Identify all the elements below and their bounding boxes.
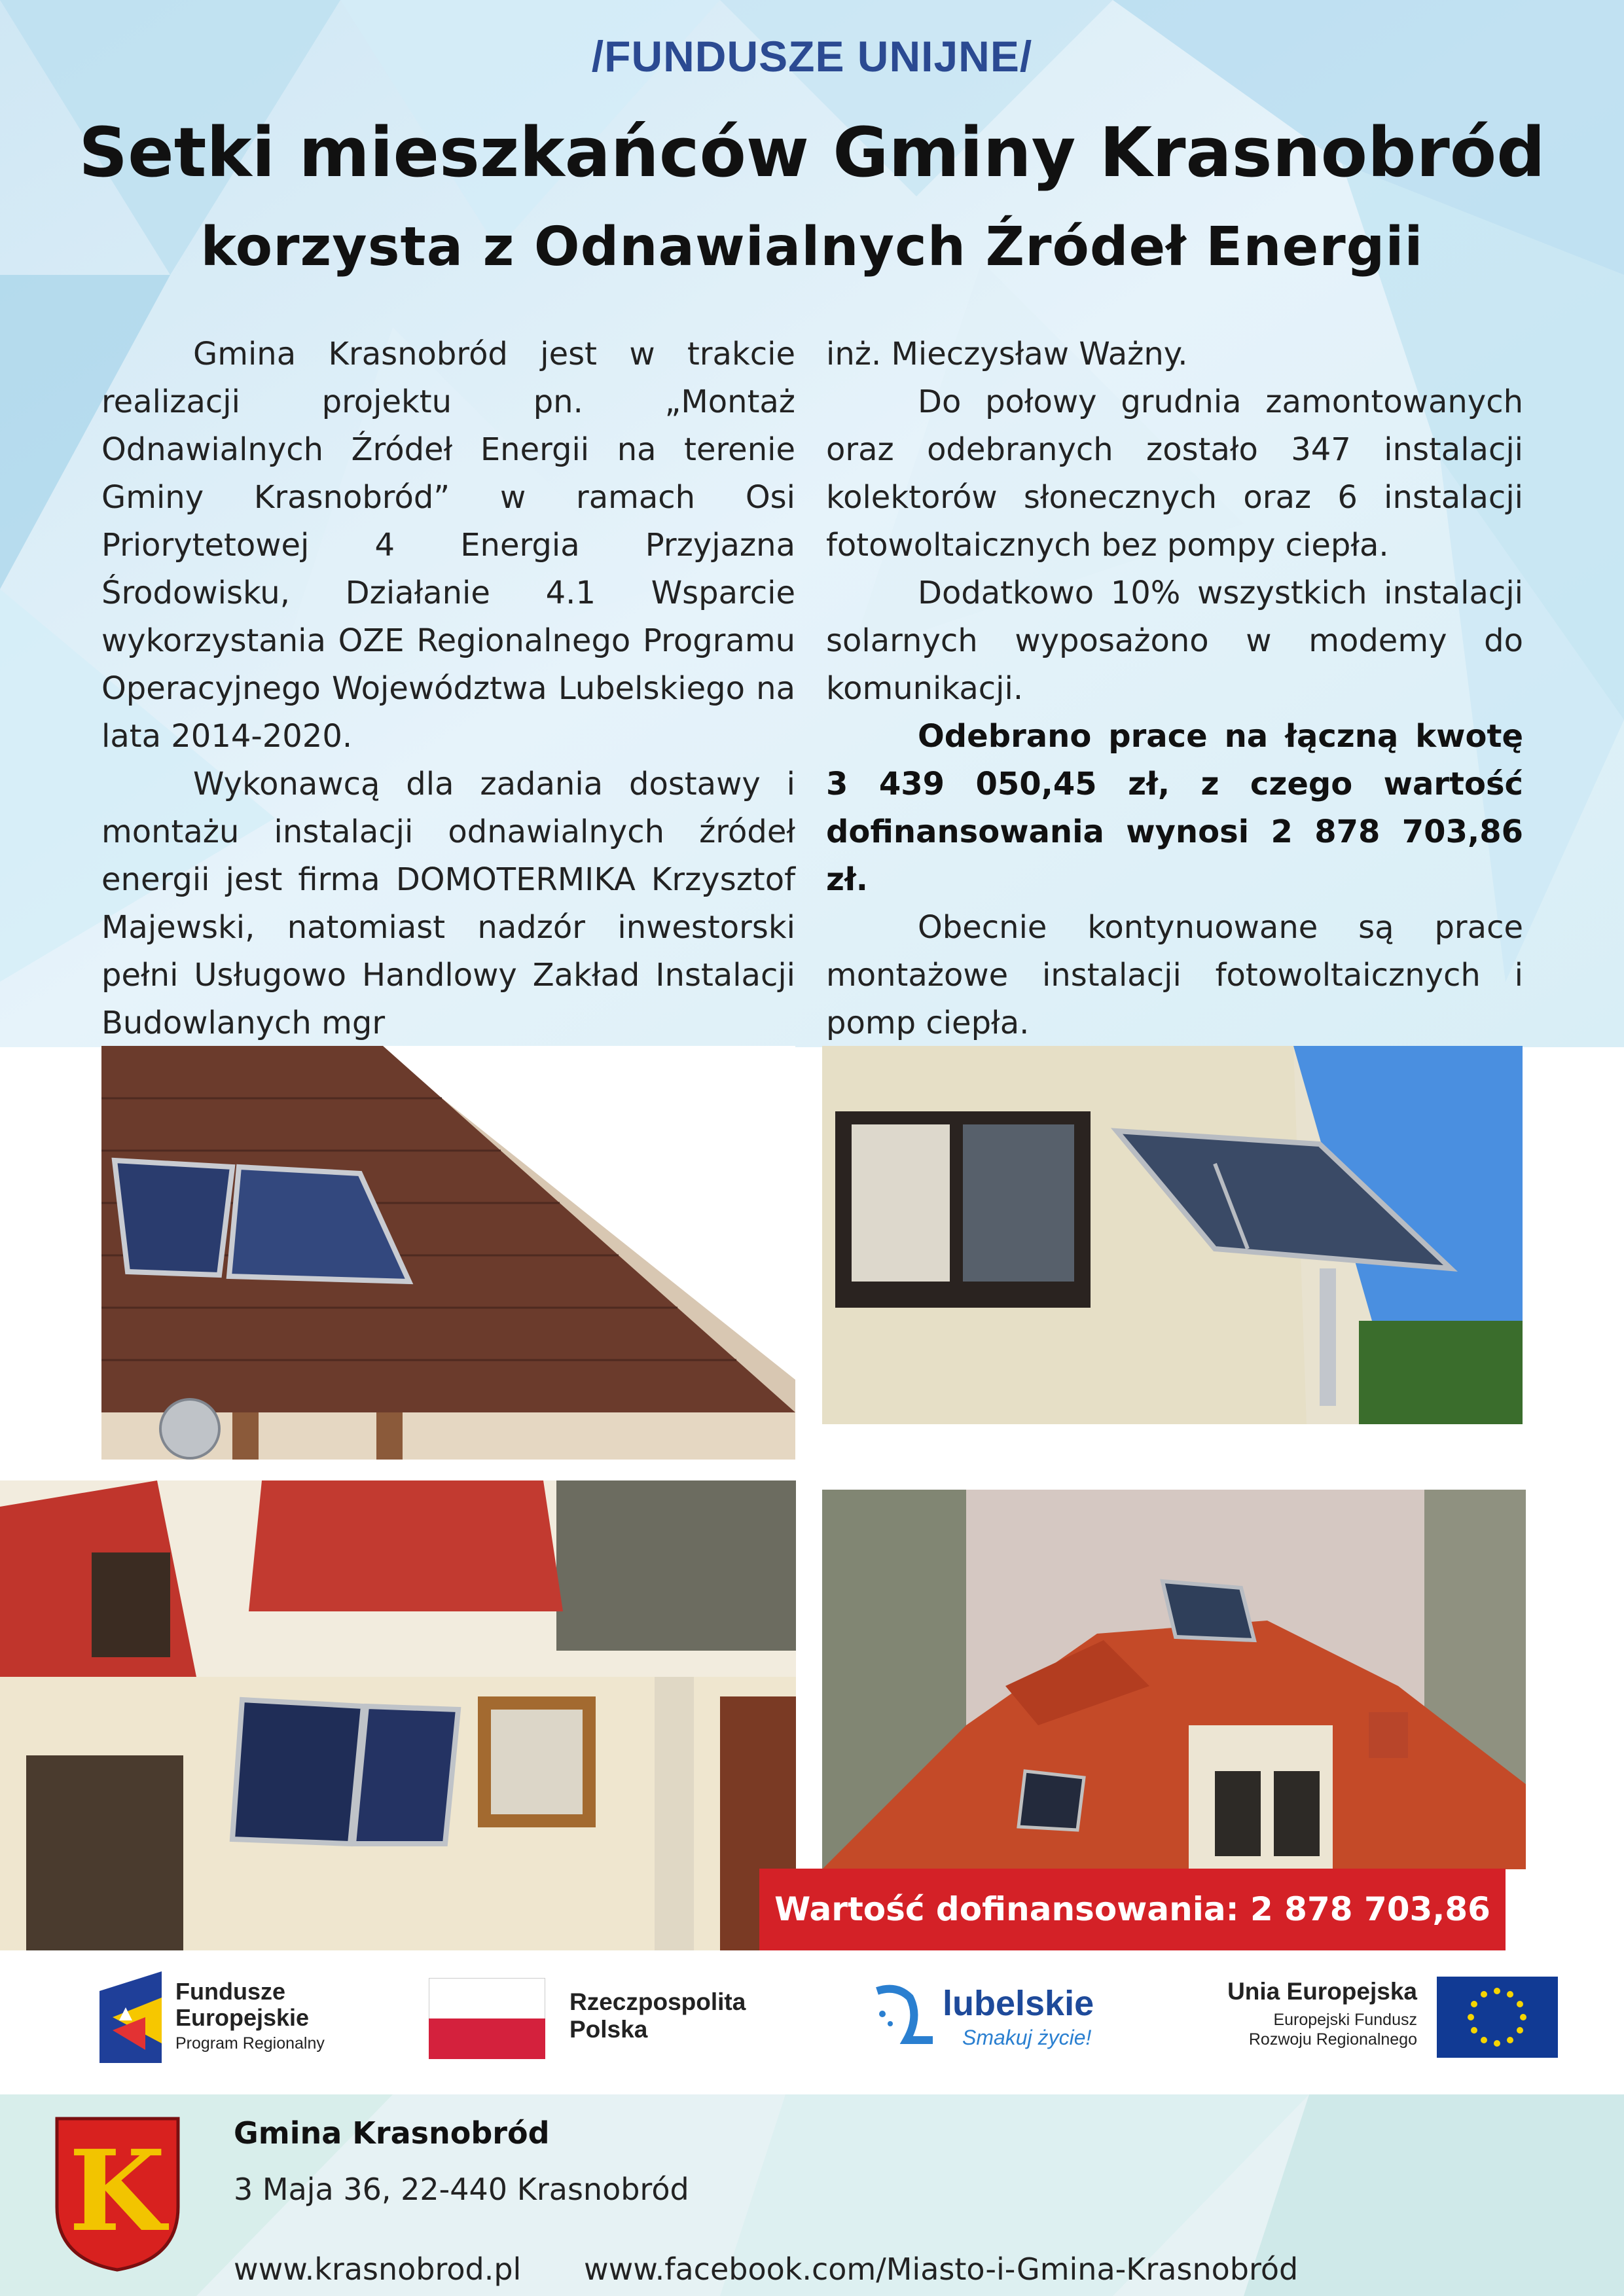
ue-logo-line1: Unia Europejska	[1227, 1978, 1417, 2005]
footer-website-link[interactable]: www.krasnobrod.pl	[234, 2251, 522, 2287]
article-right-column	[826, 331, 1523, 1047]
funding-banner-text: Wartość dofinansowania: 2 878 703,86	[774, 1890, 1490, 1928]
fundusze-europejskie-logo-icon	[99, 1971, 162, 2063]
crest-letter: K	[69, 2126, 166, 2257]
footer-organization-name: Gmina Krasnobród	[234, 2115, 550, 2151]
page-subtitle: korzysta z Odnawialnych Źródeł Energii	[200, 216, 1424, 278]
eu-flag-icon	[1437, 1977, 1558, 2058]
lubelskie-logo-icon	[871, 1978, 943, 2056]
photo-red-tiled-roof	[822, 1490, 1526, 1869]
lubelskie-slogan: Smakuj życie!	[962, 2026, 1092, 2049]
fe-logo-line1: Fundusze	[175, 1978, 285, 2005]
fe-logo-line2: Europejskie	[175, 2004, 310, 2031]
photo-red-roof-house	[0, 1480, 796, 1950]
article-paragraph: Wykonawcą dla zadania dostawy i montażu instalacji odnawialnych źródeł energii jest firma DOMOTERMIKA Krzysztof Majewski, natomiast nadzór inwestorski pełni Usługowo Handlowy Zakład Instalacji Budowlanych mgr	[101, 766, 795, 1041]
article-paragraph: Do połowy grudnia zamontowanych oraz odebranych zostało 347 instalacji kolektorów słonecznych oraz 6 instalacji fotowoltaicznych bez pompy ciepła.	[826, 384, 1523, 564]
page-title: Setki mieszkańców Gminy Krasnobród	[79, 113, 1545, 192]
rp-logo-line1: Rzeczpospolita	[569, 1988, 746, 2015]
footer-address: 3 Maja 36, 22-440 Krasnobród	[234, 2172, 689, 2207]
article-paragraph: Dodatkowo 10% wszystkich instalacji solarnych wyposażono w modemy do komunikacji.	[826, 575, 1523, 707]
article-paragraph: inż. Mieczysław Ważny.	[826, 336, 1188, 372]
article-left-column	[101, 331, 795, 1047]
rp-logo-line2: Polska	[569, 2016, 648, 2043]
article-paragraph: Obecnie kontynuowane są prace montażowe instalacji fotowoltaicznych i pomp ciepła.	[826, 909, 1523, 1041]
footer-facebook-link[interactable]: www.facebook.com/Miasto-i-Gmina-Krasnobród	[584, 2251, 1299, 2287]
lubelskie-logo-text: lubelskie	[943, 1984, 1094, 2023]
article-highlight: Odebrano prace na łączną kwotę 3 439 050,45 zł, z czego wartość dofinansowania wynosi 2 878 703,86 zł.	[826, 718, 1523, 898]
ue-logo-line2: Europejski Fundusz	[1273, 2011, 1417, 2029]
ue-logo-line3: Rozwoju Regionalnego	[1248, 2030, 1417, 2049]
photo-wall-collectors	[822, 1046, 1523, 1424]
krasnobrod-crest-icon	[54, 2115, 181, 2272]
section-kicker: /FUNDUSZE UNIJNE/	[591, 32, 1033, 81]
article-paragraph: Gmina Krasnobród jest w trakcie realizacji projektu pn. „Montaż Odnawialnych Źródeł Energii na terenie Gminy Krasnobród” w ramach Osi Priorytetowej 4 Energia Przyjazna Środowisku, Działanie 4.1 Wsparcie wykorzystania OZE Regionalnego Programu Operacyjnego Województwa Lubelskiego na lata 2014-2020.	[101, 336, 795, 755]
polish-flag-icon	[429, 1978, 545, 2059]
fe-logo-line3: Program Regionalny	[175, 2034, 325, 2053]
photo-brown-roof-collectors	[101, 1046, 795, 1460]
